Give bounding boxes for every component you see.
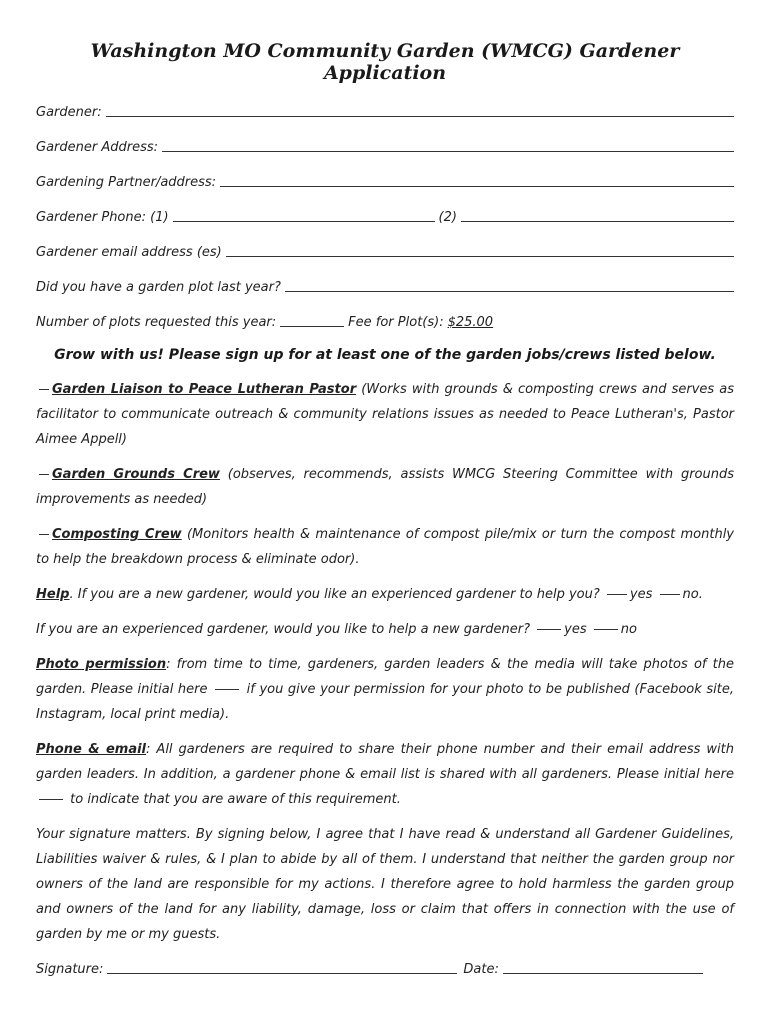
fee-label: Fee for Plot(s): xyxy=(348,315,444,330)
partner-row xyxy=(36,172,734,190)
phone2-label: (2) xyxy=(438,210,457,225)
photo-text2: if you give your permission for your photo to be published (Facebook site, Instagram, local print media). xyxy=(36,682,734,722)
phone1-line[interactable] xyxy=(173,220,435,222)
plots-row xyxy=(36,312,734,330)
job-item xyxy=(36,522,734,572)
mentor-no-label: no xyxy=(620,622,637,637)
job-desc: (Monitors health & maintenance of compost pile/mix or turn the compost monthly to help the breakdown process & eliminate odor). xyxy=(36,527,734,567)
job-item xyxy=(36,377,734,452)
last-year-label: Did you have a garden plot last year? xyxy=(36,280,281,295)
help-yes-label: yes xyxy=(629,587,653,602)
partner-label: Gardening Partner/address: xyxy=(36,175,217,190)
job-title: Garden Liaison to Peace Lutheran Pastor xyxy=(52,382,357,397)
job-item xyxy=(36,462,734,512)
plots-label: Number of plots requested this year: xyxy=(36,315,277,330)
address-row xyxy=(36,137,734,155)
signature-row xyxy=(36,959,734,977)
phone-label: Gardener Phone: (1) xyxy=(36,210,169,225)
help-no-label: no. xyxy=(682,587,703,602)
photo-label: Photo permission xyxy=(36,657,167,672)
help-no-blank[interactable] xyxy=(660,593,680,595)
fee-value: $25.00 xyxy=(447,315,494,330)
gardener-row xyxy=(36,102,734,120)
application-form xyxy=(36,40,734,977)
help-question xyxy=(36,582,734,607)
partner-line[interactable] xyxy=(220,185,734,187)
signature-label: Signature: xyxy=(36,962,104,977)
help-q1: . If you are a new gardener, would you like an experienced gardener to help you? xyxy=(69,587,600,602)
mentor-q: If you are an experienced gardener, would you like to help a new gardener? xyxy=(36,622,531,637)
mentor-yes-label: yes xyxy=(564,622,587,637)
photo-text1: : from time to time, gardeners, garden leaders & the media will take photos of the garden. Please initial here xyxy=(36,657,735,697)
photo-initial-blank[interactable] xyxy=(215,688,239,690)
phone-email-requirement xyxy=(36,737,734,812)
mentor-yes-blank[interactable] xyxy=(537,628,561,630)
address-line[interactable] xyxy=(162,150,734,152)
help-yes-blank[interactable] xyxy=(607,593,627,595)
date-label: Date: xyxy=(463,962,499,977)
mentor-question xyxy=(36,617,734,642)
gardener-line[interactable] xyxy=(106,115,734,117)
phone2-line[interactable] xyxy=(461,220,734,222)
job-desc: (Works with grounds & composting crews and serves as facilitator to communicate outreach & community relations issues as needed to Peace Lutheran's, Pastor Aimee Appell) xyxy=(36,382,735,447)
signature-line[interactable] xyxy=(107,972,457,974)
phone-email-initial-blank[interactable] xyxy=(39,798,63,800)
job-desc: (observes, recommends, assists WMCG Steering Committee with grounds improvements as needed) xyxy=(36,467,734,507)
last-year-row xyxy=(36,277,734,295)
email-line[interactable] xyxy=(226,255,734,257)
phone-email-text1: : All gardeners are required to share their phone number and their email address with garden leaders. In addition, a gardener phone & email list is shared with all gardeners. Please initial here xyxy=(36,742,734,782)
page-title: Washington MO Community Garden (WMCG) Gardener Application xyxy=(90,40,680,84)
date-line[interactable] xyxy=(503,972,703,974)
email-label: Gardener email address (es) xyxy=(36,245,222,260)
mentor-no-blank[interactable] xyxy=(594,628,618,630)
job-checkbox[interactable] xyxy=(39,388,49,390)
phone-row xyxy=(36,207,734,225)
help-label: Help xyxy=(36,587,70,602)
photo-permission xyxy=(36,652,734,727)
job-title: Garden Grounds Crew xyxy=(52,467,220,482)
gardener-label: Gardener: xyxy=(36,105,102,120)
email-row xyxy=(36,242,734,260)
last-year-line[interactable] xyxy=(285,290,734,292)
plots-line[interactable] xyxy=(280,325,344,327)
address-label: Gardener Address: xyxy=(36,140,159,155)
phone-email-text2: to indicate that you are aware of this requirement. xyxy=(70,792,401,807)
job-checkbox[interactable] xyxy=(39,473,49,475)
phone-email-label: Phone & email xyxy=(36,742,147,757)
job-title: Composting Crew xyxy=(52,527,182,542)
job-checkbox[interactable] xyxy=(39,533,49,535)
jobs-callout: Grow with us! Please sign up for at least one of the garden jobs/crews listed below. xyxy=(54,347,716,363)
signature-statement: Your signature matters. By signing below, I agree that I have read & understand all Gardener Guidelines, Liabilities waiver & rules, & I plan to abide by all of them. I understand that neither the garden group nor owners of the land are responsible for my actions. I therefore agree to hold harmless the garden group and owners of the land for any liability, damage, loss or claim that offers in connection with the use of garden by me or my guests. xyxy=(36,827,734,942)
